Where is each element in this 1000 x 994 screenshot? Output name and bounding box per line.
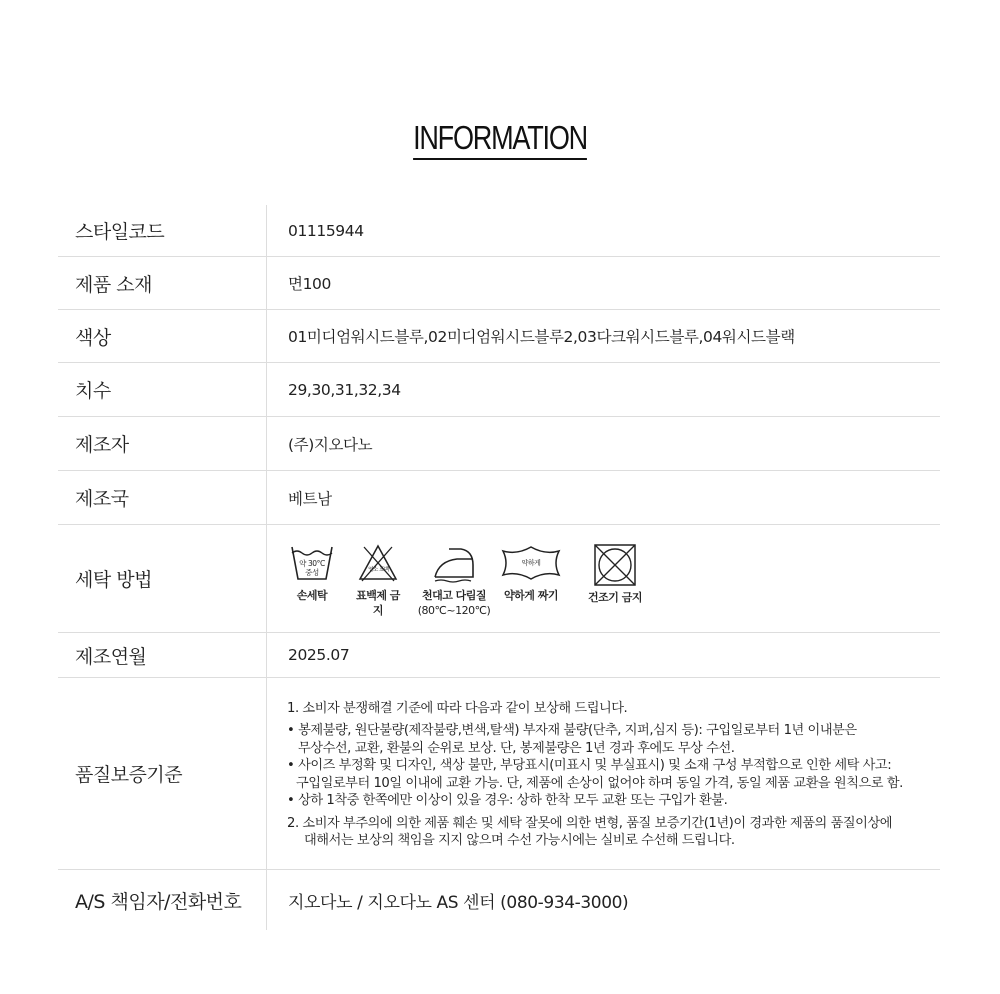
country-label: 제조국 [58,471,267,524]
iron-caption [418,588,491,618]
wash-value [267,525,940,632]
row-quality [58,678,940,870]
color-value: 01미디엄워시드블루,02미디엄워시드블루2,03다크워시드블루,04워시드블랙 [288,328,795,346]
row-material [58,257,940,310]
quality-line: 2. 소비자 부주의에 의한 제품 훼손 및 세탁 잘못에 의한 변형, 품질 보증기간(1년)이 경과한 제품의 품질이상에 [287,815,893,831]
wash-item-no-tumble-dry [587,543,643,605]
row-wash [58,525,940,633]
row-country [58,471,940,525]
wash-item-gentle-wring [500,543,562,603]
no-tumble-dry-caption: 건조기 금지 [588,591,642,604]
row-as [58,870,940,930]
material-label: 제품 소재 [58,257,267,309]
size-value: 29,30,31,32,34 [288,380,401,399]
row-made-date [58,633,940,678]
made-date-label: 제조연월 [58,633,267,677]
page-title: INFORMATION [413,118,587,160]
quality-label: 품질보증기준 [58,678,267,869]
color-label: 색상 [58,310,267,362]
gentle-wring-caption: 약하게 짜기 [504,589,558,602]
as-label: A/S 책임자/전화번호 [58,870,267,930]
as-value: 지오다노 / 지오다노 AS 센터 (080-934-3000) [288,892,629,913]
maker-value: (주)지오다노 [288,435,373,454]
country-value: 베트남 [288,489,332,508]
quality-line: 무상수선, 교환, 환불의 순위로 보상. 단, 봉제불량은 1년 경과 후에도 무상 수선. [298,740,735,756]
maker-label: 제조자 [58,417,267,470]
hand-wash-caption: 손세탁 [296,589,328,602]
size-label: 치수 [58,363,267,416]
no-bleach-bleach-text: 표백 [379,567,389,573]
hand-wash-temp-text: 약 30°C [299,559,325,568]
quality-line: 대해서는 보상의 책임을 지지 않으며 수선 가능시에는 실비로 수선해 드립니다. [304,833,735,848]
iron-icon [431,543,477,583]
row-maker [58,417,940,471]
material-value: 면100 [288,275,331,293]
quality-line: 구입일로부터 10일 이내에 교환 가능. 단, 제품에 손상이 없어야 하며 동일 가격, 동일 제품 교환을 원칙으로 함. [296,775,903,791]
title-wrap [0,118,1000,160]
iron-caption-text: 천대고 다림질 [421,589,487,602]
wash-item-no-bleach [352,543,404,618]
iron-temp-range: (80℃~120℃) [417,604,491,617]
quality-line: • 봉제불량, 원단불량(제작불량,변색,탈색) 부자재 불량(단추, 지퍼,심지 등): 구입일로부터 1년 이내분은 [287,723,857,738]
row-style-code [58,205,940,257]
wash-item-iron [419,543,489,618]
wash-item-hand-wash [289,543,335,603]
quality-line: 1. 소비자 분쟁해결 기준에 따라 다음과 같이 보상해 드립니다. [287,700,628,716]
hand-wash-neutral-text: 중성 [305,568,319,577]
wash-symbol-list [289,543,643,618]
quality-text [287,698,903,850]
style-code-value: 01115944 [288,221,364,240]
quality-line: • 상하 1착중 한쪽에만 이상이 있을 경우: 상하 한착 모두 교환 또는 구입가 환불. [287,793,728,808]
hand-wash-icon [290,543,334,583]
info-table [58,205,940,930]
no-bleach-icon [358,543,398,583]
quality-value [267,678,940,869]
gentle-wring-text: 약하게 [521,559,541,567]
no-bleach-caption: 표백제 금지 [356,589,400,617]
no-bleach-chlorine-text: 염소 [368,567,378,573]
row-color [58,310,940,363]
style-code-label: 스타일코드 [58,205,267,256]
gentle-wring-icon [501,543,561,583]
wash-label: 세탁 방법 [58,525,267,632]
made-date-value: 2025.07 [288,646,350,664]
row-size [58,363,940,417]
quality-line: • 사이즈 부정확 및 디자인, 색상 불만, 부당표시(미표시 및 부실표시) 및 소재 구성 부적합으로 인한 세탁 사고: [287,758,892,773]
no-tumble-dry-icon [593,543,637,587]
